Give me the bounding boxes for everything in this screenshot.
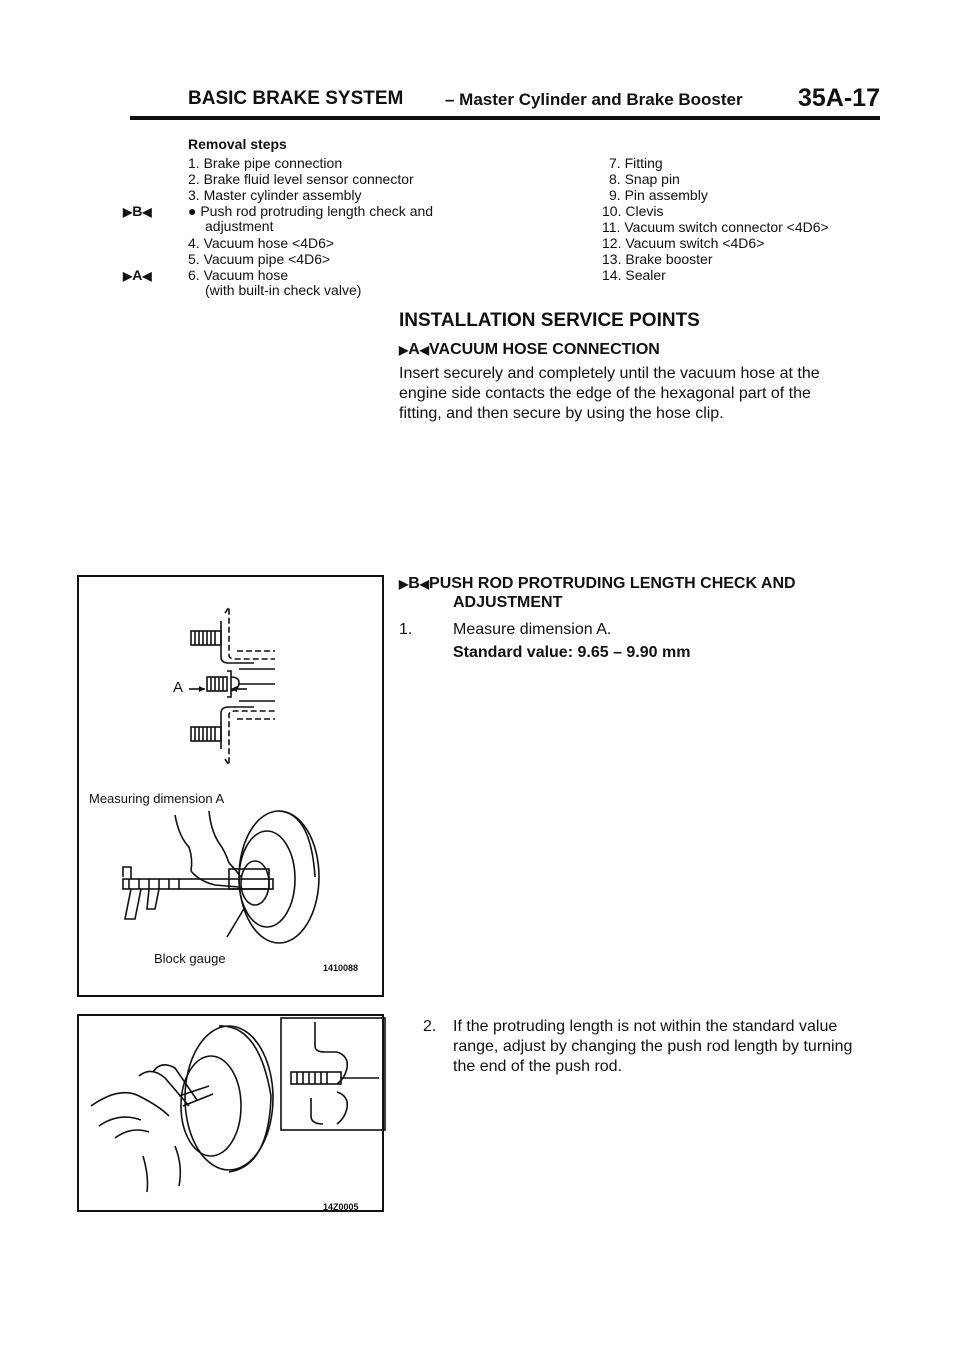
list-item: 13. Brake booster	[602, 251, 713, 267]
list-item: 14. Sealer	[602, 267, 666, 283]
section-a-heading: ▶A◀VACUUM HOSE CONNECTION	[399, 341, 660, 358]
list-item: 11. Vacuum switch connector <4D6>	[602, 219, 829, 235]
list-item: 2. Brake fluid level sensor connector	[188, 171, 414, 187]
list-item: 5. Vacuum pipe <4D6>	[188, 251, 331, 267]
text-line: Insert securely and completely until the vacuum hose at the	[399, 365, 820, 382]
section-a-body	[399, 364, 889, 424]
page-number: 35A-17	[798, 84, 880, 112]
list-item: 9. Pin assembly	[609, 187, 708, 203]
caption-measuring-dimension: Measuring dimension A	[89, 791, 225, 806]
installation-title: INSTALLATION SERVICE POINTS	[399, 310, 700, 331]
text-line: If the protruding length is not within the standard value	[453, 1018, 838, 1035]
step-2-text	[453, 1017, 893, 1077]
list-item: 6. Vacuum hose	[188, 267, 289, 283]
list-item: ● Push rod protruding length check and	[188, 203, 434, 219]
section-b-heading-cont: ADJUSTMENT	[453, 594, 563, 611]
page-header	[188, 86, 880, 114]
step-2-number: 2.	[423, 1018, 437, 1035]
service-point-marker-b: ▶B◀	[123, 203, 152, 219]
list-item: (with built-in check valve)	[205, 282, 362, 298]
list-item: 1. Brake pipe connection	[188, 155, 343, 171]
service-point-marker-a: ▶A◀	[123, 267, 152, 283]
list-item: 12. Vacuum switch <4D6>	[602, 235, 765, 251]
push-rod-section-diagram	[79, 577, 386, 777]
removal-steps-title: Removal steps	[188, 136, 287, 152]
list-item: 7. Fitting	[609, 155, 663, 171]
text-line: range, adjust by changing the push rod length by turning	[453, 1038, 853, 1055]
section-b-heading: ▶B◀PUSH ROD PROTRUDING LENGTH CHECK AND	[399, 575, 796, 592]
list-item: 3. Master cylinder assembly	[188, 187, 362, 203]
text-line: fitting, and then secure by using the hose clip.	[399, 405, 724, 422]
block-gauge-illustration	[79, 807, 386, 1007]
figure-measuring-dimension	[77, 575, 384, 997]
caption-block-gauge: Block gauge	[154, 951, 226, 966]
text-line: the end of the push rod.	[453, 1058, 623, 1075]
list-item: 4. Vacuum hose <4D6>	[188, 235, 335, 251]
section-subtitle: – Master Cylinder and Brake Booster	[445, 90, 743, 109]
step-1-number: 1.	[399, 621, 413, 638]
standard-value: Standard value: 9.65 – 9.90 mm	[453, 644, 691, 661]
list-item: 10. Clevis	[602, 203, 664, 219]
figure-code: 1410088	[323, 963, 359, 973]
step-1-text: Measure dimension A.	[453, 621, 612, 638]
push-rod-adjustment-illustration	[79, 1016, 386, 1214]
list-item: 8. Snap pin	[609, 171, 680, 187]
figure-code: 14Z0005	[323, 1202, 359, 1212]
text-line: engine side contacts the edge of the hexagonal part of the	[399, 385, 811, 402]
list-item: adjustment	[205, 218, 274, 234]
header-rule	[130, 116, 880, 120]
figure-push-rod-adjustment	[77, 1014, 384, 1212]
dimension-a-label: A	[173, 679, 184, 696]
section-title: BASIC BRAKE SYSTEM	[188, 88, 404, 109]
